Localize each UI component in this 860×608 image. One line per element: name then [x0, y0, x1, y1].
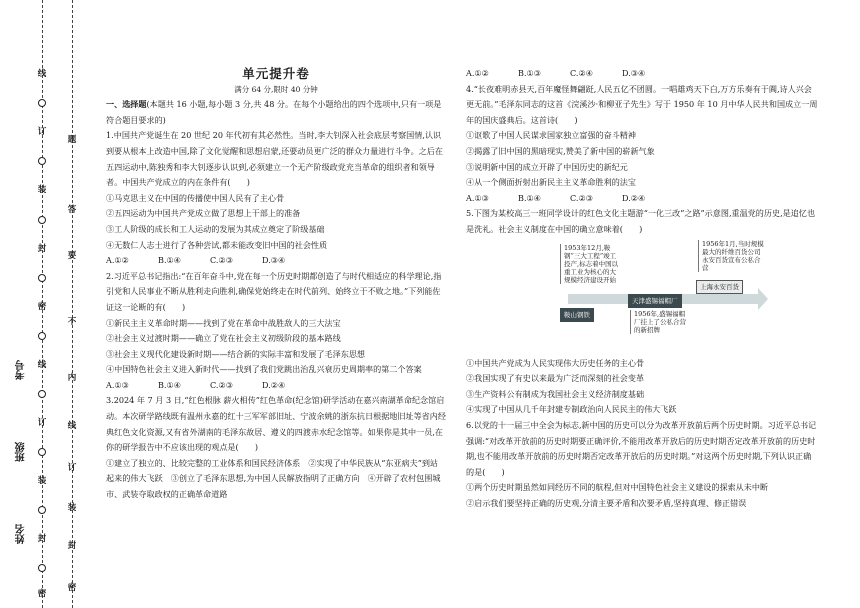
- seal-label: 封: [37, 244, 47, 254]
- option-item: ③生产资料公有制成为我国社会主义经济制度基础: [466, 388, 645, 399]
- seal-label: 封: [67, 541, 77, 551]
- seal-dot: [38, 506, 46, 514]
- option-item: ③说明新中国的成立开辟了中国历史的新纪元: [466, 161, 628, 172]
- seal-dot: [38, 332, 46, 340]
- seal-dot: [38, 157, 46, 165]
- choice-b[interactable]: B.①④: [158, 379, 182, 390]
- answer-choices: [466, 191, 818, 207]
- seal-label: 订: [37, 127, 47, 137]
- answer-choices: [106, 378, 446, 394]
- choice-c[interactable]: C.②③: [570, 192, 593, 203]
- seal-dot: [38, 274, 46, 282]
- choice-b[interactable]: B.①④: [518, 192, 542, 203]
- seal-label: 内: [67, 373, 77, 383]
- question-6: 6.以党的十一届三中全会为标志,新中国的历史可以分为改革开放前后两个历史时期。习近平总书记强调:“对改革开放前的历史时期要正确评价,不能用改革开放后的历史时期否定改革开放前的历史时期,也不能用改革开放前的历史时期否定改革开放后的历史时期。”对这两个历史时期,下列认识正确的是( ): [466, 419, 817, 477]
- choice-d[interactable]: D.②④: [262, 379, 286, 390]
- option-list: ①建立了独立的、比较完整的工业体系和国民经济体系 ②实现了中华民族从“东亚病夫”到站起来的伟大飞跃 ③创立了毛泽东思想,为中国人民解放指明了正确方向 ④开辟了农村包围城市、武装夺取政权的正确革命道路: [106, 457, 441, 500]
- option-item: ②社会主义过渡时期——确立了党在社会主义初级阶段的基本路线: [106, 333, 341, 344]
- exam-info: 满分 64 分,限时 40 分钟: [234, 84, 318, 94]
- option-item: ④从一个侧面折射出新民主主义革命胜利的法宝: [466, 177, 636, 188]
- class-field[interactable]: 班级: [16, 442, 27, 462]
- left-column: [106, 66, 446, 503]
- stop-tianjin-shengxifu: 天津盛锡福帽厂: [628, 294, 682, 308]
- option-item: ①两个历史时期虽然如同经历不同的航程,但对中国特色社会主义建设的探索从未中断: [466, 482, 769, 493]
- seal-label: 封: [37, 534, 47, 544]
- choice-d[interactable]: D.②④: [622, 192, 646, 203]
- choice-a[interactable]: A.①③: [106, 379, 129, 390]
- seal-dot: [38, 448, 46, 456]
- right-column: [466, 66, 818, 511]
- seal-label: 答: [67, 205, 77, 215]
- answer-choices: [106, 253, 446, 269]
- seal-label: 要: [67, 251, 77, 261]
- choice-c[interactable]: C.②④: [570, 68, 593, 78]
- choice-a[interactable]: A.①③: [466, 192, 489, 203]
- seal-label: 线: [37, 69, 47, 79]
- seal-label: 订: [37, 418, 47, 428]
- answer-choices: [466, 66, 818, 82]
- question-2: 2.习近平总书记指出:“在百年奋斗中,党在每一个历史时期都创造了与时代相适应的科学理论,指引党和人民事业不断从胜利走向胜利,确保党始终走在时代前列、始终立于不败之地。”下列能佐证这一论断的有( ): [106, 270, 442, 312]
- seal-label: 不: [67, 317, 77, 327]
- option-item: ③工人阶级的成长和工人运动的发展为其成立奠定了阶级基础: [106, 223, 325, 234]
- seal-label: 密: [67, 583, 77, 593]
- seal-label: 装: [67, 503, 77, 513]
- option-item: ④实现了中国从几千年封建专制政治向人民民主的伟大飞跃: [466, 404, 677, 415]
- inner-seal-line: [72, 0, 73, 608]
- seal-dot: [38, 564, 46, 572]
- option-item: ②五四运动为中国共产党成立做了思想上干部上的准备: [106, 208, 301, 219]
- route-diagram: [556, 240, 766, 352]
- seal-label: 订: [67, 463, 77, 473]
- seal-dot: [38, 99, 46, 107]
- question-1: 1.中国共产党诞生在 20 世纪 20 年代初有其必然性。当时,李大钊深入社会底层考察国情,认识到要从根本上改造中国,除了文化觉醒和思想启蒙,还要动员更广泛的群众力量进行斗争。之后在五四运动中,陈独秀和李大钊逐步认识到,必须建立一个无产阶级政党充当革命的组织者和领导者。中国共产党成立的内在条件有( ): [106, 130, 443, 188]
- question-5: 5.下图为某校高三一班同学设计的红色文化主题游“一化三改”之路”示意图,重温党的历史,是追忆也是洗礼。社会主义制度在中国的确立意味着( ): [466, 208, 816, 234]
- binding-margin: [0, 0, 92, 608]
- option-item: ③社会主义现代化建设新时期——结合新的实际丰富和发展了毛泽东思想: [106, 348, 366, 359]
- seal-label: 线: [67, 421, 77, 431]
- section-title: 一、选择题: [106, 99, 147, 110]
- choice-b[interactable]: B.①④: [158, 255, 182, 266]
- section-instructions: (本题共 16 小题,每小题 3 分,共 48 分。在每个小题给出的四个选项中,只有一项是符合题目要求的): [106, 99, 442, 125]
- annotation-ansteel: 1953年12月,鞍钢“三大工程”竣工投产,标志着中国以重工业为核心的大规模经济建设开始: [560, 244, 622, 284]
- question-3: 3.2024 年 7 月 3 日,“红色根脉 薪火相传”红色革命(纪念馆)研学活动在嘉兴南湖革命纪念馆启动。本次研学路线既有温州永嘉的红十三军军部旧址、宁波余姚的浙东抗日根据地旧址等省内经典红色文化资源,又有省外湖南的毛泽东故居、遵义的四渡赤水纪念馆等。如果你是其中一员,在你的研学报告中不应该出现的观点是( ): [106, 395, 446, 453]
- annotation-shengxifu: 1956年,盛锡福帽厂挂上了公私合营的新招牌: [630, 310, 690, 334]
- seal-label: 密: [37, 589, 47, 599]
- choice-b[interactable]: B.①③: [518, 68, 542, 78]
- choice-a[interactable]: A.①②: [106, 255, 129, 266]
- option-item: ①马克思主义在中国的传播使中国人民有了主心骨: [106, 192, 285, 203]
- seal-dot: [38, 216, 46, 224]
- option-item: ①中国共产党成为人民实现伟大历史任务的主心骨: [466, 357, 645, 368]
- choice-c[interactable]: C.②③: [210, 255, 233, 266]
- seal-label: 线: [37, 360, 47, 370]
- seal-dot: [38, 390, 46, 398]
- option-item: ①讴歌了中国人民谋求国家独立富强的奋斗精神: [466, 130, 636, 141]
- exam-number-field[interactable]: 考号: [16, 360, 27, 380]
- name-field[interactable]: 姓名: [16, 524, 27, 544]
- stop-shanghai-wingon: 上海永安百货: [696, 280, 743, 294]
- option-item: ①新民主主义革命时期——找到了党在革命中战胜敌人的三大法宝: [106, 317, 341, 328]
- seal-label: 装: [37, 185, 47, 195]
- seal-label: 题: [67, 135, 77, 145]
- option-item: ②启示我们要坚持正确的历史观,分清主要矛盾和次要矛盾,坚持真理、修正错误: [466, 497, 747, 508]
- option-item: ④中国特色社会主义进入新时代——找到了我们党跳出治乱兴衰历史周期率的第二个答案: [106, 364, 422, 375]
- seal-label: 装: [37, 476, 47, 486]
- choice-a[interactable]: A.①②: [466, 68, 489, 78]
- option-item: ②我国实现了有史以来最为广泛而深刻的社会变革: [466, 373, 645, 384]
- option-item: ②揭露了旧中国的黑暗现实,赞美了新中国的崭新气象: [466, 145, 655, 156]
- seal-label: 密: [37, 302, 47, 312]
- option-item: ④无数仁人志士进行了各种尝试,都未能改变旧中国的社会性质: [106, 239, 328, 250]
- stop-anshan-steel: 鞍山钢铁: [560, 308, 594, 322]
- choice-d[interactable]: D.③④: [622, 68, 646, 78]
- annotation-wingon: 1956年1月,当时规模最大的纤维百货公司永安百货宣布公私合营: [698, 240, 764, 272]
- question-4: 4.“长夜难明赤县天,百年魔怪舞翩跹,人民五亿不团圆。一唱雄鸡天下白,万方乐奏有于阗,诗人兴会更无前。”毛泽东同志的这首《浣溪沙·和柳亚子先生》写于 1950 年 10 月中华人民共和国成立一周年的国庆盛典后。这首诗( ): [466, 83, 818, 125]
- section-heading: [106, 97, 446, 128]
- page-title: 单元提升卷: [242, 66, 310, 81]
- choice-d[interactable]: D.③④: [262, 255, 286, 266]
- choice-c[interactable]: C.②③: [210, 379, 233, 390]
